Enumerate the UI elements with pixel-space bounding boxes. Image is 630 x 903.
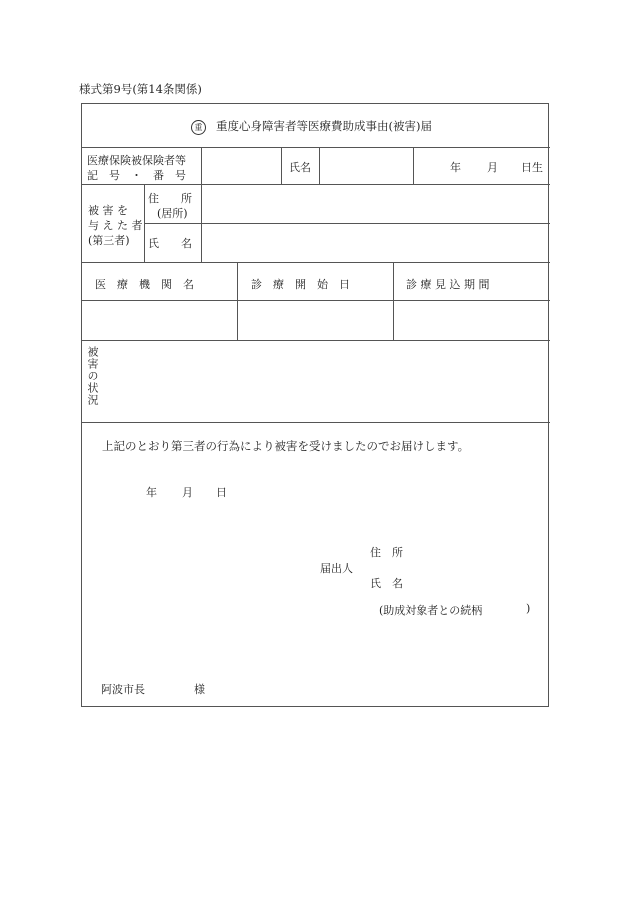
insured-label-line1: 医療保険被保険者等 — [87, 154, 186, 167]
insured-label-line2: 記 号 ・ 番 号 — [87, 169, 186, 182]
offender-name-field[interactable] — [202, 224, 549, 261]
statement: 上記のとおり第三者の行為により被害を受けましたのでお届けします。 — [102, 439, 470, 453]
applicant-name-label: 氏 名 — [370, 577, 403, 590]
date-month: 月 — [182, 486, 193, 499]
birth-year: 年 — [450, 161, 461, 174]
rule-insured-v4 — [413, 147, 414, 184]
offender-name-label: 氏 名 — [148, 237, 192, 250]
form-frame — [81, 103, 549, 707]
addressee-honorific: 様 — [194, 683, 205, 696]
relation-close: ) — [526, 602, 531, 615]
hospital-name-header: 医 療 機 関 名 — [95, 278, 194, 291]
addressee-name: 阿波市長 — [101, 683, 145, 696]
rule-offender-v1 — [144, 184, 145, 262]
birth-month: 月 — [487, 161, 498, 174]
offender-address-label-line2: (居所) — [157, 207, 188, 220]
rule-insured-v2 — [281, 147, 282, 184]
rule-offender-bottom — [82, 262, 550, 263]
birth-day: 日生 — [521, 161, 543, 174]
date-day: 日 — [216, 486, 227, 499]
seal-mark: 重 — [191, 120, 206, 135]
offender-address-label-line1: 住 所 — [148, 192, 192, 205]
offender-address-field[interactable] — [202, 185, 549, 222]
expected-period-field[interactable] — [394, 301, 549, 339]
relation-label: (助成対象者との続柄 — [379, 604, 483, 617]
treatment-start-field[interactable] — [238, 301, 392, 339]
hospital-name-field[interactable] — [83, 301, 236, 339]
damage-description-field[interactable] — [100, 341, 549, 421]
damage-label: 被害の状況 — [86, 346, 99, 406]
insured-number-field[interactable] — [202, 148, 280, 183]
form-title — [191, 118, 432, 135]
offender-label-line3: (第三者) — [88, 234, 130, 247]
applicant-address-label: 住 所 — [370, 546, 403, 559]
treatment-start-header: 診 療 開 始 日 — [251, 278, 350, 291]
applicant-label: 届出人 — [320, 562, 353, 575]
insured-name-label: 氏名 — [289, 161, 311, 174]
date-year: 年 — [146, 486, 157, 499]
form-title-text: 重度心身障害者等医療費助成事由(被害)届 — [216, 119, 432, 133]
rule-title-bottom — [82, 147, 550, 148]
expected-period-header: 診 療 見 込 期 間 — [406, 278, 490, 291]
form-number: 様式第9号(第14条関係) — [79, 82, 202, 96]
insured-name-field[interactable] — [320, 148, 412, 183]
offender-label-line2: 与 え た 者 — [88, 219, 143, 232]
offender-label-line1: 被 害 を — [88, 204, 128, 217]
rule-damage-bottom — [82, 422, 550, 423]
